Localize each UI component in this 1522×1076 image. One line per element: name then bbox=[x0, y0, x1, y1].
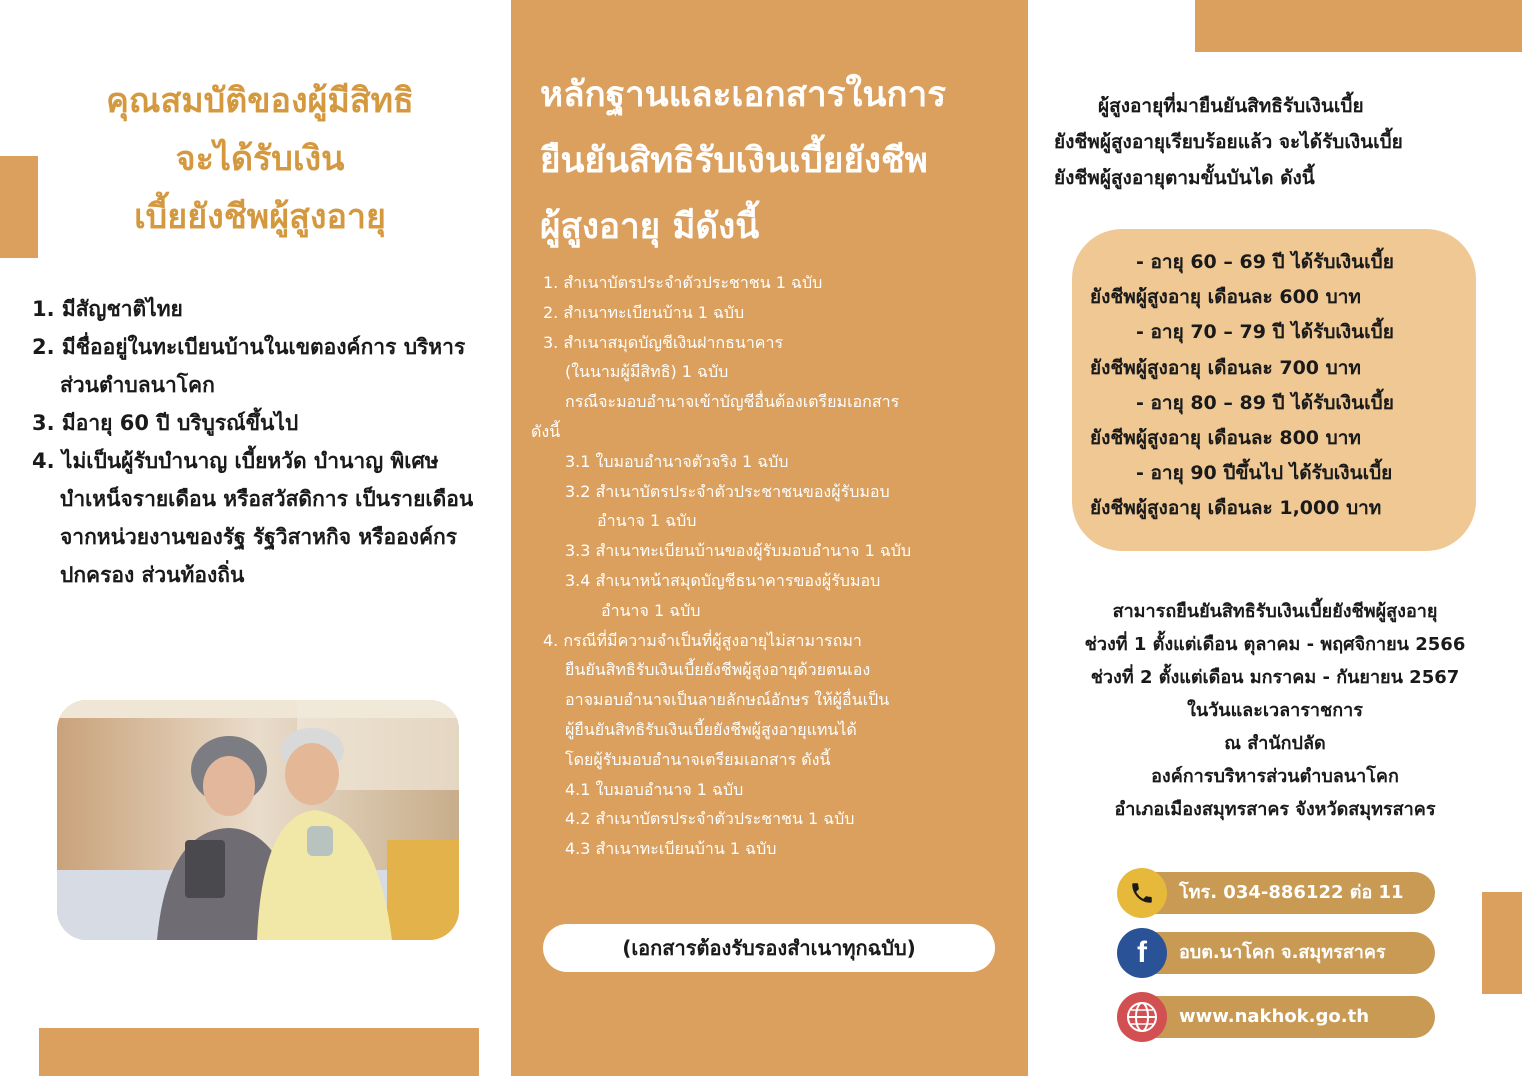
document-line: 3.3 สำเนาทะเบียนบ้านของผู้รับมอบอำนาจ 1 ฉบับ bbox=[565, 541, 912, 561]
accent-block-right bbox=[1482, 892, 1522, 994]
qualification-item: 4. ไม่เป็นผู้รับบำนาญ เบี้ยหวัด บำนาญ พิเศษ บำเหน็จรายเดือน หรือสวัสดิการ เป็นรายเดือนจากหน่วยงานของรัฐ รัฐวิสาหกิจ หรือองค์กรปกครอง ส่วนท้องถิ่น bbox=[32, 449, 474, 587]
right-intro bbox=[1040, 88, 1510, 196]
facebook-icon: f bbox=[1117, 928, 1167, 978]
document-list bbox=[531, 268, 1013, 864]
left-title bbox=[30, 72, 490, 246]
period-line: ในวันและเวลาราชการ bbox=[1187, 700, 1363, 721]
document-line: 3.4 สำเนาหน้าสมุดบัญชีธนาคารของผู้รับมอบ bbox=[565, 570, 881, 590]
right-intro-line: ผู้สูงอายุที่มายืนยันสิทธิรับเงินเบี้ย bbox=[1098, 95, 1364, 117]
website-contact[interactable]: www.nakhok.go.th bbox=[1135, 996, 1435, 1038]
allowance-line: - อายุ 60 – 69 ปี ได้รับเงินเบี้ย bbox=[1136, 251, 1394, 273]
phone-contact[interactable]: โทร. 034-886122 ต่อ 11 bbox=[1135, 872, 1435, 914]
document-line: ยืนยันสิทธิรับเงินเบี้ยยังชีพผู้สูงอายุด้วยตนเอง bbox=[565, 660, 871, 680]
phone-icon bbox=[1117, 868, 1167, 918]
period-line: สามารถยืนยันสิทธิรับเงินเบี้ยยังชีพผู้สูงอายุ bbox=[1112, 601, 1438, 622]
document-line: 3.2 สำเนาบัตรประจำตัวประชาชนของผู้รับมอบ bbox=[565, 481, 890, 501]
allowance-line: ยังชีพผู้สูงอายุ เดือนละ 1,000 บาท bbox=[1090, 497, 1382, 520]
elderly-couple-photo bbox=[57, 700, 459, 940]
accent-bar-top-right bbox=[1195, 0, 1522, 52]
document-line: ผู้ยืนยันสิทธิรับเงินเบี้ยยังชีพผู้สูงอายุแทนได้ bbox=[565, 719, 857, 739]
qualification-item: 2. มีชื่ออยู่ในทะเบียนบ้านในเขตองค์การ บริหารส่วนตำบลนาโคก bbox=[32, 335, 466, 397]
certify-note: (เอกสารต้องรับรองสำเนาทุกฉบับ) bbox=[543, 924, 995, 972]
allowance-line: - อายุ 90 ปีขึ้นไป ได้รับเงินเบี้ย bbox=[1136, 462, 1393, 485]
period-line: องค์การบริหารส่วนตำบลนาโคก bbox=[1151, 766, 1399, 787]
left-title-line: เบี้ยยังชีพผู้สูงอายุ bbox=[134, 197, 386, 237]
registration-period bbox=[1040, 595, 1510, 826]
document-line: อาจมอบอำนาจเป็นลายลักษณ์อักษร ให้ผู้อื่นเป็น bbox=[565, 690, 890, 710]
qualification-item: 3. มีอายุ 60 ปี บริบูรณ์ขึ้นไป bbox=[32, 411, 299, 435]
facebook-contact[interactable]: อบต.นาโคก จ.สมุทรสาคร bbox=[1135, 932, 1435, 974]
period-line: ช่วงที่ 2 ตั้งแต่เดือน มกราคม - กันยายน 2567 bbox=[1090, 667, 1460, 688]
qualification-list bbox=[32, 290, 492, 594]
allowance-line: - อายุ 80 – 89 ปี ได้รับเงินเบี้ย bbox=[1136, 391, 1394, 414]
left-title-line: จะได้รับเงิน bbox=[175, 139, 345, 179]
middle-title bbox=[540, 62, 1020, 260]
document-line: โดยผู้รับมอบอำนาจเตรียมเอกสาร ดังนี้ bbox=[565, 749, 831, 769]
left-title-line: คุณสมบัติของผู้มีสิทธิ bbox=[106, 81, 414, 121]
document-line: 4.1 ใบมอบอำนาจ 1 ฉบับ bbox=[565, 779, 744, 799]
document-line: 3. สำเนาสมุดบัญชีเงินฝากธนาคาร bbox=[543, 332, 784, 352]
allowance-line: ยังชีพผู้สูงอายุ เดือนละ 600 บาท bbox=[1090, 286, 1361, 309]
allowance-line: - อายุ 70 – 79 ปี ได้รับเงินเบี้ย bbox=[1136, 321, 1394, 344]
allowance-list bbox=[1090, 245, 1470, 527]
document-line: 4.2 สำเนาบัตรประจำตัวประชาชน 1 ฉบับ bbox=[565, 809, 855, 829]
right-intro-line: ยังชีพผู้สูงอายุเรียบร้อยแล้ว จะได้รับเงินเบี้ย bbox=[1054, 131, 1403, 153]
document-line: (ในนามผู้มีสิทธิ) 1 ฉบับ bbox=[565, 362, 729, 382]
document-line: 4. กรณีที่มีความจำเป็นที่ผู้สูงอายุไม่สามารถมา bbox=[543, 630, 862, 650]
document-line: อำนาจ 1 ฉบับ bbox=[597, 511, 697, 531]
document-line: กรณีจะมอบอำนาจเข้าบัญชีอื่นต้องเตรียมเอกสาร bbox=[565, 392, 900, 412]
document-line: 3.1 ใบมอบอำนาจตัวจริง 1 ฉบับ bbox=[565, 451, 789, 471]
middle-title-line: ยืนยันสิทธิรับเงินเบี้ยยังชีพ bbox=[540, 141, 928, 181]
period-line: ณ สำนักปลัด bbox=[1224, 733, 1326, 754]
middle-title-line: หลักฐานและเอกสารในการ bbox=[540, 75, 947, 115]
accent-bar-bottom-left bbox=[39, 1028, 479, 1076]
right-intro-line: ยังชีพผู้สูงอายุตามขั้นบันได ดังนี้ bbox=[1054, 167, 1315, 189]
document-line: 2. สำเนาทะเบียนบ้าน 1 ฉบับ bbox=[543, 302, 745, 322]
document-line: 1. สำเนาบัตรประจำตัวประชาชน 1 ฉบับ bbox=[543, 273, 823, 292]
document-line: ดังนี้ bbox=[531, 421, 561, 441]
globe-icon bbox=[1117, 992, 1167, 1042]
allowance-line: ยังชีพผู้สูงอายุ เดือนละ 800 บาท bbox=[1090, 427, 1361, 450]
qualification-item: 1. มีสัญชาติไทย bbox=[32, 297, 183, 321]
period-line: อำเภอเมืองสมุทรสาคร จังหวัดสมุทรสาคร bbox=[1114, 799, 1436, 820]
document-line: อำนาจ 1 ฉบับ bbox=[601, 600, 701, 620]
allowance-line: ยังชีพผู้สูงอายุ เดือนละ 700 บาท bbox=[1090, 356, 1361, 379]
middle-title-line: ผู้สูงอายุ มีดังนี้ bbox=[540, 207, 760, 247]
document-line: 4.3 สำเนาทะเบียนบ้าน 1 ฉบับ bbox=[565, 839, 777, 859]
period-line: ช่วงที่ 1 ตั้งแต่เดือน ตุลาคม - พฤศจิกายน 2566 bbox=[1084, 634, 1466, 655]
